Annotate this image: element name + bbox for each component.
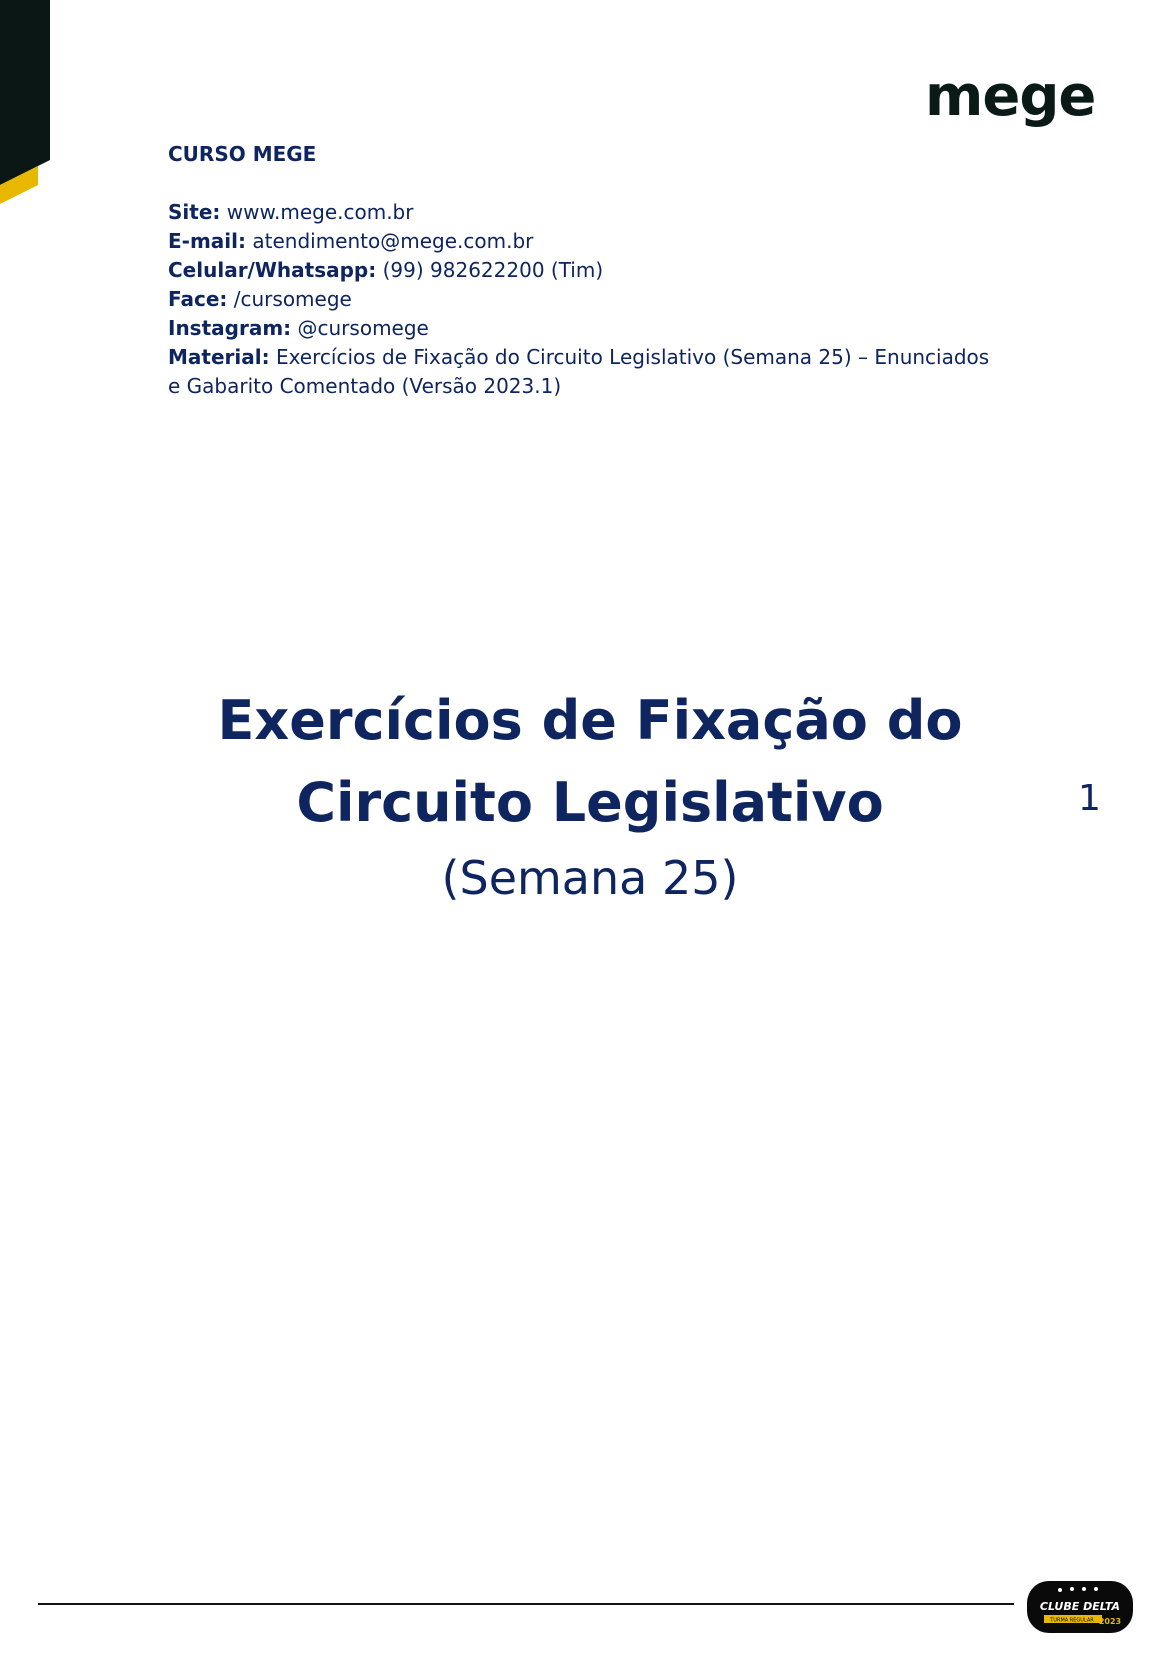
instagram-value: @cursomege <box>291 316 429 340</box>
info-row-face <box>168 285 998 314</box>
info-label: E-mail: <box>168 229 247 253</box>
info-row-instagram <box>168 314 998 343</box>
info-label: Celular/Whatsapp: <box>168 258 377 282</box>
info-label: Material: <box>168 345 270 369</box>
footer-divider <box>38 1603 1014 1605</box>
document-title <box>160 680 1020 844</box>
course-name: CURSO MEGE <box>168 142 317 166</box>
face-value: /cursomege <box>227 287 352 311</box>
title-line-1: Exercícios de Fixação do <box>217 689 963 752</box>
info-row-material <box>168 343 998 401</box>
badge-subtext: TURMA REGULAR <box>1050 1617 1094 1624</box>
mege-logo <box>925 62 1105 132</box>
info-label: Site: <box>168 200 221 224</box>
info-label: Instagram: <box>168 316 292 340</box>
info-row-email <box>168 227 998 256</box>
site-link[interactable]: www.mege.com.br <box>220 200 414 224</box>
title-line-2: Circuito Legislativo <box>296 771 884 834</box>
info-row-phone <box>168 256 998 285</box>
logo-text: mege <box>925 64 1096 129</box>
document-subtitle: (Semana 25) <box>441 851 739 905</box>
page-number: 1 <box>1078 778 1101 819</box>
clube-delta-badge <box>1026 1580 1134 1634</box>
email-link[interactable]: atendimento@mege.com.br <box>246 229 534 253</box>
info-row-site <box>168 198 998 227</box>
corner-decoration <box>0 0 50 210</box>
badge-text: CLUBE DELTA <box>1039 1600 1121 1613</box>
material-value: Exercícios de Fixação do Circuito Legislativo (Semana 25) – Enunciados e Gabarito Comentado (Versão 2023.1) <box>168 345 990 398</box>
info-label: Face: <box>168 287 228 311</box>
badge-year: 2023 <box>1098 1617 1122 1626</box>
phone-value: (99) 982622200 (Tim) <box>376 258 604 282</box>
course-info <box>168 140 998 401</box>
